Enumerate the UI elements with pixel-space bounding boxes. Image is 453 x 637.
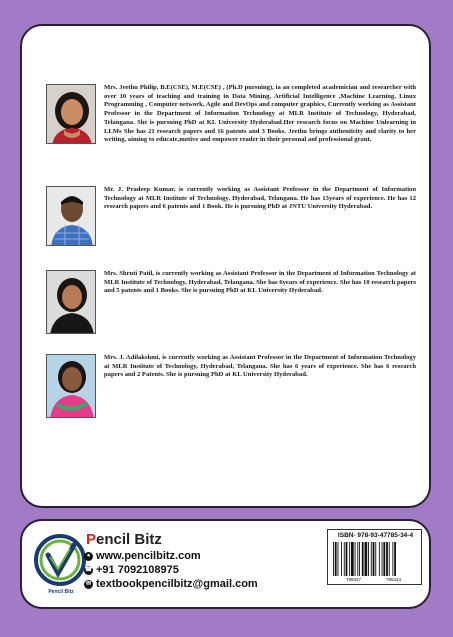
publisher-footer (20, 519, 431, 609)
author-bio: Mrs. Jeethu Philip, B.E(CSE), M.E(CSE) , (Ph.D pursuing), ia an completed academician and researcher with over 10 years of teaching and training in Data Mining, Artificial Intelligence ,Machine Learning, Linux Programming , Computer network, Agile and DevOps and computer graphics, Currently working as Assistant Professor in the Department of Information Technology at MLR Institute of Technology, Hyderabad, Telangana. She is pursuing PhD at KL University Hyderabad.Her research focus on Machine Unlearning in LLMs She has 21 research papers and 16 patents and 3 Books. Jeethu brings authenticity and clarity to her writing, aiming to educate,motive and empower reader in their personal anf professional grant. (104, 84, 416, 144)
barcode-bar (386, 542, 388, 576)
barcode-bar (392, 542, 393, 576)
globe-icon: ● (84, 552, 93, 561)
brand-initial: P (86, 531, 97, 548)
barcode-bar (344, 542, 345, 576)
barcode-bar (365, 542, 368, 576)
barcode-bar (333, 542, 334, 576)
barcode-bar (346, 542, 348, 576)
website-line (84, 550, 201, 562)
author-bios-panel (20, 24, 431, 508)
barcode-digits-right: 785344 (386, 577, 402, 582)
barcode-digits-left: 789347 (346, 577, 362, 582)
author-bio: Mr. J. Pradeep Kumar, is currently working as Assistant Professor in the Department of Information Technology at MLR Institute of Technology, Hyderabad, Telangana. He has 13years of experience. He has 12 research papers and 6 patents and 1 Book. He is pursuing PhD at JNTU University Hyderabad. (104, 186, 416, 211)
logo-caption: Pencil Bitz (48, 589, 74, 595)
publisher-brand (86, 531, 162, 548)
barcode-bar (373, 542, 375, 576)
barcode-bar (357, 542, 358, 576)
barcode-bar (338, 542, 339, 576)
barcode-bar (375, 542, 376, 576)
barcode-bar (355, 542, 356, 576)
barcode-bar (335, 542, 337, 576)
barcode-bar (351, 542, 354, 576)
author-bio: Mrs. Shruti Patil, is currently working as Assistant Professor in the Department of Information Technology at MLR Institute of Technology, Hyderabad, Telangana. She has 6years of experience. She has 10 research papers and 5 patents and 1 Books. She is pursuing PhD at KL University Hyderabad. (104, 270, 416, 295)
isbn-label: ISBN- 978-93-47785-34-4 (337, 532, 414, 539)
website-link[interactable]: www.pencilbitz.com (96, 550, 201, 562)
barcode-bar (379, 542, 380, 576)
phone-number: +91 7092108975 (96, 564, 179, 576)
barcode (332, 542, 419, 578)
barcode-bar (389, 542, 390, 576)
email-address[interactable]: textbookpencilbitz@gmail.com (96, 578, 258, 590)
barcode-bar (349, 542, 350, 576)
email-line (84, 578, 258, 590)
phone-icon: ☎ (84, 566, 93, 573)
barcode-bar (362, 542, 364, 576)
pencil-bitz-logo (34, 533, 86, 591)
isbn-barcode-box (327, 529, 422, 585)
barcode-bar (341, 542, 342, 576)
author-bio: Mrs. J. Adilakshmi, is currently working as Assistant Professor in the Department of Information Technology at MLR Institute of Technology, Hyderabad, Telangana. She has 6 years of experience. She has 6 research papers and 2 Patents. She is pursuing PhD at KL University Hyderabad. (104, 354, 416, 379)
brand-name-rest: encil Bitz (96, 531, 162, 548)
barcode-bar (359, 542, 360, 576)
author-photo (46, 186, 96, 246)
phone-line (84, 564, 179, 576)
barcode-bar (371, 542, 372, 576)
author-photo (46, 270, 96, 334)
barcode-bar (383, 542, 385, 576)
barcode-bar (382, 542, 383, 576)
author-photo (46, 354, 96, 418)
author-photo (46, 84, 96, 144)
email-icon: ✉ (85, 580, 92, 587)
barcode-bar (368, 542, 369, 576)
barcode-bar (394, 542, 396, 576)
